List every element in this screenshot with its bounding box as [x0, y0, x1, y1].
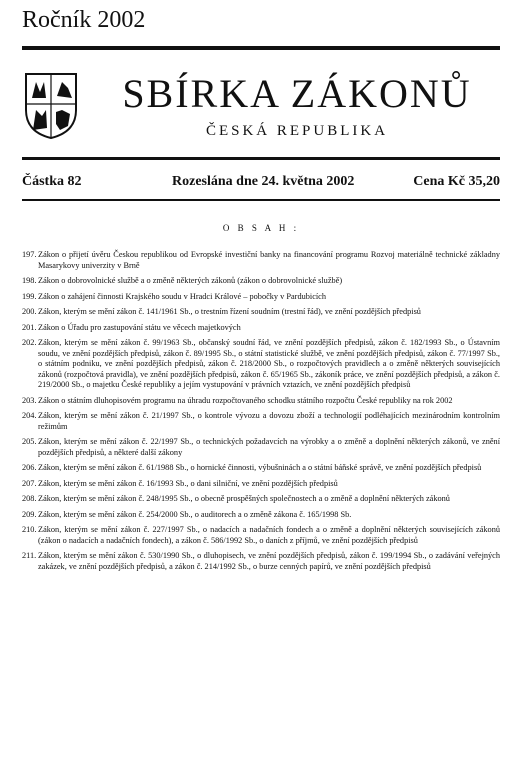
journal-title: SBÍRKA ZÁKONŮ — [122, 71, 472, 116]
entry-text: Zákon, kterým se mění zákon č. 530/1990 Sb., o dluhopisech, ve znění pozdějších předpisů, zákon č. 199/1994 Sb., o zadávání veřejných zakázek, ve znění pozdějších předpisů, a zákon č. 214/1992 Sb., o burze cenných papírů, ve znění pozdějších předpisů — [38, 551, 500, 571]
contents-entry — [22, 396, 500, 407]
contents-entry — [22, 276, 500, 287]
price: Cena Kč 35,20 — [413, 174, 500, 189]
contents-list — [22, 250, 500, 577]
contents-entry — [22, 292, 500, 303]
entry-text: Zákon o přijetí úvěru Českou republikou od Evropské investiční banky na financování programu Rozvoj materiálně technické základny Masarykovy univerzity v Brně — [38, 250, 500, 270]
entry-text: Zákon, kterým se mění zákon č. 254/2000 Sb., o auditorech a o změně zákona č. 165/1998 Sb. — [38, 509, 352, 519]
entry-number: 208. — [22, 494, 37, 503]
contents-entry — [22, 338, 500, 391]
entry-number: 206. — [22, 463, 37, 472]
entry-number: 203. — [22, 395, 37, 405]
contents-entry — [22, 307, 500, 318]
entry-text: Zákon, kterým se mění zákon č. 99/1963 Sb., občanský soudní řád, ve znění pozdějších předpisů, zákon č. 182/1993 Sb., o Ústavním soudu, ve znění pozdějších předpisů, zákon č. 89/1995 Sb., o státní statistické službě, ve znění pozdějších předpisů, zákon č. 77/1997 Sb., o státním podniku, ve znění pozdějších předpisů, zákon č. 218/2000 Sb., o rozpočtových pravidlech a o změně některých souvisejících zákonů (rozpočtová pravidla), ve znění pozdějších předpisů, zákon č. 65/1965 Sb., zákoník práce, ve znění pozdějších předpisů, a zákon č. 219/2000 Sb., o majetku České republiky a jejím vystupování v právních vztazích, ve znění pozdějších předpisů — [38, 338, 500, 389]
published-date: Rozeslána dne 24. května 2002 — [172, 174, 355, 189]
entry-number: 204. — [22, 411, 37, 420]
entry-number: 205. — [22, 437, 37, 446]
top-rule — [22, 46, 500, 50]
entry-number: 197. — [22, 250, 37, 259]
entry-text: Zákon, kterým se mění zákon č. 141/1961 Sb., o trestním řízení soudním (trestní řád), ve znění pozdějších předpisů — [38, 307, 421, 316]
country-subtitle: ČESKÁ REPUBLIKA — [205, 123, 389, 139]
entry-text: Zákon, kterým se mění zákon č. 61/1988 Sb., o hornické činnosti, výbušninách a o státní báňské správě, ve znění pozdějších předpisů — [38, 463, 482, 472]
contents-entry — [22, 250, 500, 271]
contents-entry — [22, 479, 500, 490]
contents-entry — [22, 525, 500, 546]
entry-text: Zákon o zahájení činnosti Krajského soudu v Hradci Králové – pobočky v Pardubicích — [38, 291, 327, 301]
volume-year: Ročník 2002 — [22, 7, 146, 33]
entry-number: 210. — [22, 525, 37, 534]
meta-rule — [22, 199, 500, 201]
entry-number: 211. — [22, 551, 37, 560]
entry-text: Zákon, kterým se mění zákon č. 21/1997 Sb., o kontrole vývozu a dovozu zboží a technologií podléhajících mezinárodním kontrolním režimům — [38, 411, 500, 431]
contents-entry — [22, 494, 500, 505]
entry-text: Zákon, kterým se mění zákon č. 16/1993 Sb., o dani silniční, ve znění pozdějších předpisů — [38, 478, 338, 488]
entry-number: 198. — [22, 276, 37, 285]
contents-entry — [22, 411, 500, 432]
part-number: Částka 82 — [22, 174, 82, 189]
entry-number: 207. — [22, 478, 37, 488]
entry-text: Zákon, kterým se mění zákon č. 227/1997 Sb., o nadacích a nadačních fondech a o změně a doplnění některých souvisejících zákonů (zákon o nadacích a nadačních fondech), a zákon č. 586/1992 Sb., o daních z příjmů, ve znění pozdějších předpisů — [38, 525, 500, 545]
entry-number: 201. — [22, 322, 37, 332]
entry-text: Zákon, kterým se mění zákon č. 248/1995 Sb., o obecně prospěšných společnostech a o změně a doplnění některých zákonů — [38, 494, 450, 503]
entry-text: Zákon o Úřadu pro zastupování státu ve věcech majetkových — [38, 322, 241, 332]
entry-number: 199. — [22, 291, 37, 301]
issue-meta — [22, 174, 500, 192]
entry-text: Zákon, kterým se mění zákon č. 22/1997 Sb., o technických požadavcích na výrobky a o změně a doplnění některých zákonů, ve znění pozdějších předpisů, a některé další zákony — [38, 437, 500, 457]
contents-entry — [22, 463, 500, 474]
entry-number: 200. — [22, 307, 37, 316]
entry-text: Zákon o dobrovolnické službě a o změně některých zákonů (zákon o dobrovolnické službě) — [38, 276, 343, 285]
contents-entry — [22, 323, 500, 334]
contents-entry — [22, 510, 500, 521]
contents-entry — [22, 437, 500, 458]
entry-number: 202. — [22, 338, 37, 347]
contents-entry — [22, 551, 500, 572]
state-emblem-icon — [22, 70, 80, 140]
contents-heading: O B S A H : — [222, 223, 300, 233]
header-bottom-rule — [22, 157, 500, 160]
entry-number: 209. — [22, 509, 37, 519]
entry-text: Zákon o státním dluhopisovém programu na úhradu rozpočtovaného schodku státního rozpočtu České republiky na rok 2002 — [38, 395, 453, 405]
